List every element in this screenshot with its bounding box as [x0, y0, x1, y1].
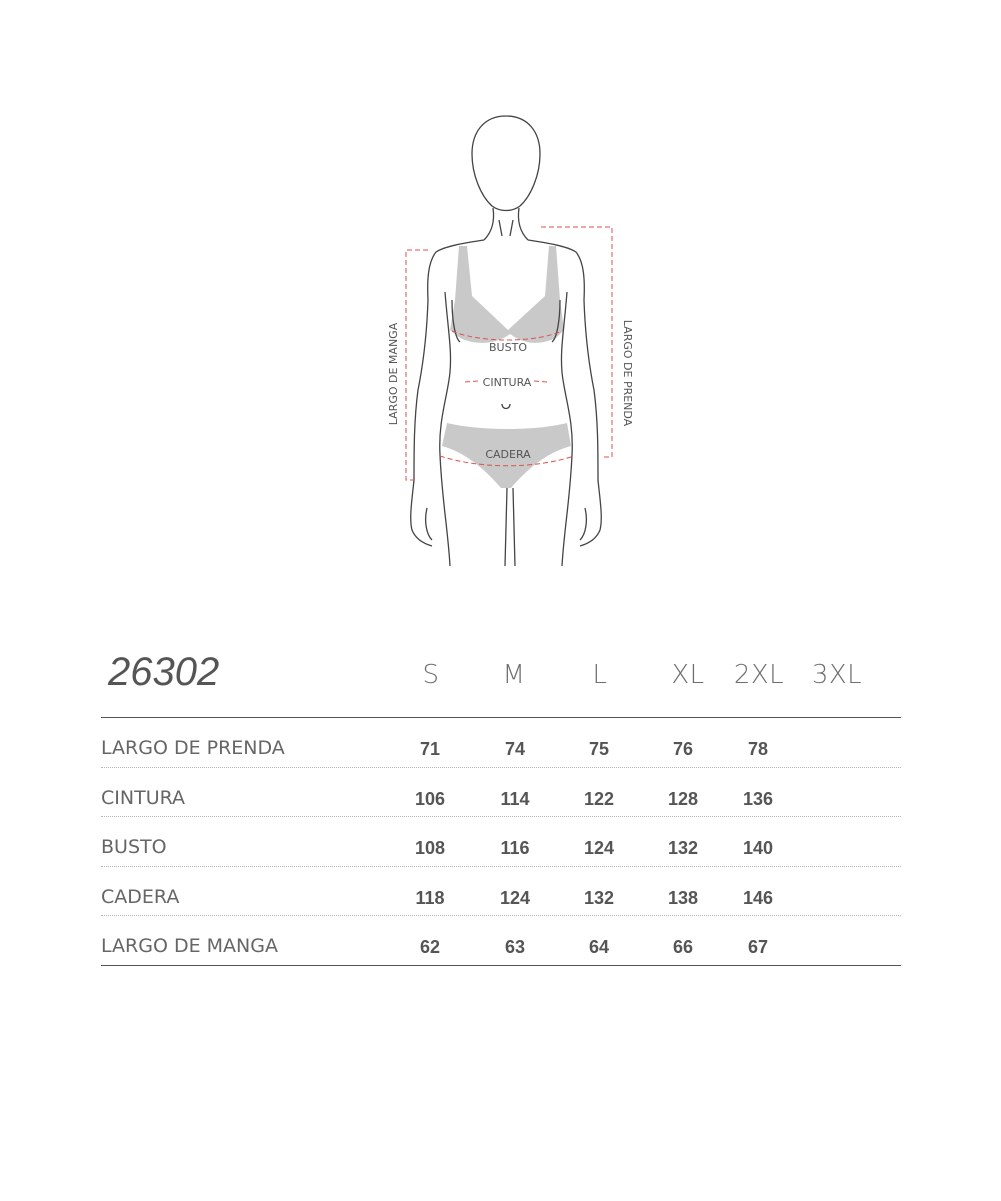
table-cell: 146: [742, 887, 774, 908]
row-label: CINTURA: [101, 786, 186, 809]
bust-label: BUSTO: [489, 341, 527, 354]
table-cell: 132: [667, 838, 699, 859]
table-cell: 140: [742, 838, 774, 859]
hip-label: CADERA: [485, 448, 531, 461]
table-cell: 71: [419, 739, 441, 759]
row-label: BUSTO: [101, 836, 167, 859]
sleeve-length-label: LARGO DE MANGA: [387, 322, 400, 426]
row-label: LARGO DE PRENDA: [101, 737, 285, 759]
body-measurement-figure: [0, 0, 1001, 600]
table-cell: 122: [583, 788, 615, 809]
garment-length-label: LARGO DE PRENDA: [621, 319, 634, 427]
size-header-s: S: [422, 660, 440, 690]
head-shape: [472, 116, 540, 211]
table-row-largo-manga: [101, 916, 901, 966]
row-label: CADERA: [101, 885, 180, 908]
table-cell: 136: [742, 788, 774, 809]
table-cell: 128: [667, 788, 699, 809]
table-cell: 124: [499, 887, 531, 908]
size-table: [101, 640, 901, 966]
waist-measure-line-left: [465, 381, 478, 382]
table-header-row: [101, 640, 901, 718]
size-header-l: L: [592, 660, 608, 690]
table-cell: 114: [500, 788, 530, 809]
table-cell: 63: [504, 937, 526, 958]
table-cell: 62: [419, 937, 441, 958]
table-row-cadera: [101, 867, 901, 917]
table-cell: 76: [672, 739, 694, 759]
table-cell: 116: [500, 838, 530, 859]
size-header-xl: XL: [671, 660, 705, 690]
size-header-3xl: 3XL: [811, 660, 863, 690]
table-cell: 118: [415, 887, 445, 908]
table-cell: 106: [414, 788, 446, 809]
size-header-2xl: 2XL: [733, 660, 785, 690]
table-cell: 74: [504, 739, 526, 759]
mannequin-diagram: [0, 0, 1001, 600]
table-row-largo-prenda: [101, 718, 901, 768]
table-cell: 108: [414, 838, 446, 859]
size-header-m: M: [502, 660, 526, 690]
table-cell: 138: [667, 887, 699, 908]
table-cell: 124: [583, 838, 615, 859]
table-cell: 67: [747, 937, 769, 958]
waist-label: CINTURA: [482, 376, 532, 389]
table-cell: 132: [583, 887, 615, 908]
table-cell: 64: [588, 937, 610, 958]
table-row-busto: [101, 817, 901, 867]
bra-garment: [450, 246, 564, 343]
sleeve-length-line: [406, 250, 428, 480]
waist-measure-line-right: [534, 381, 547, 382]
table-row-cintura: [101, 768, 901, 818]
table-cell: 78: [747, 739, 769, 759]
model-code: 26302: [108, 650, 220, 694]
row-label: LARGO DE MANGA: [101, 935, 278, 958]
table-cell: 66: [672, 937, 694, 958]
table-cell: 75: [588, 739, 610, 759]
